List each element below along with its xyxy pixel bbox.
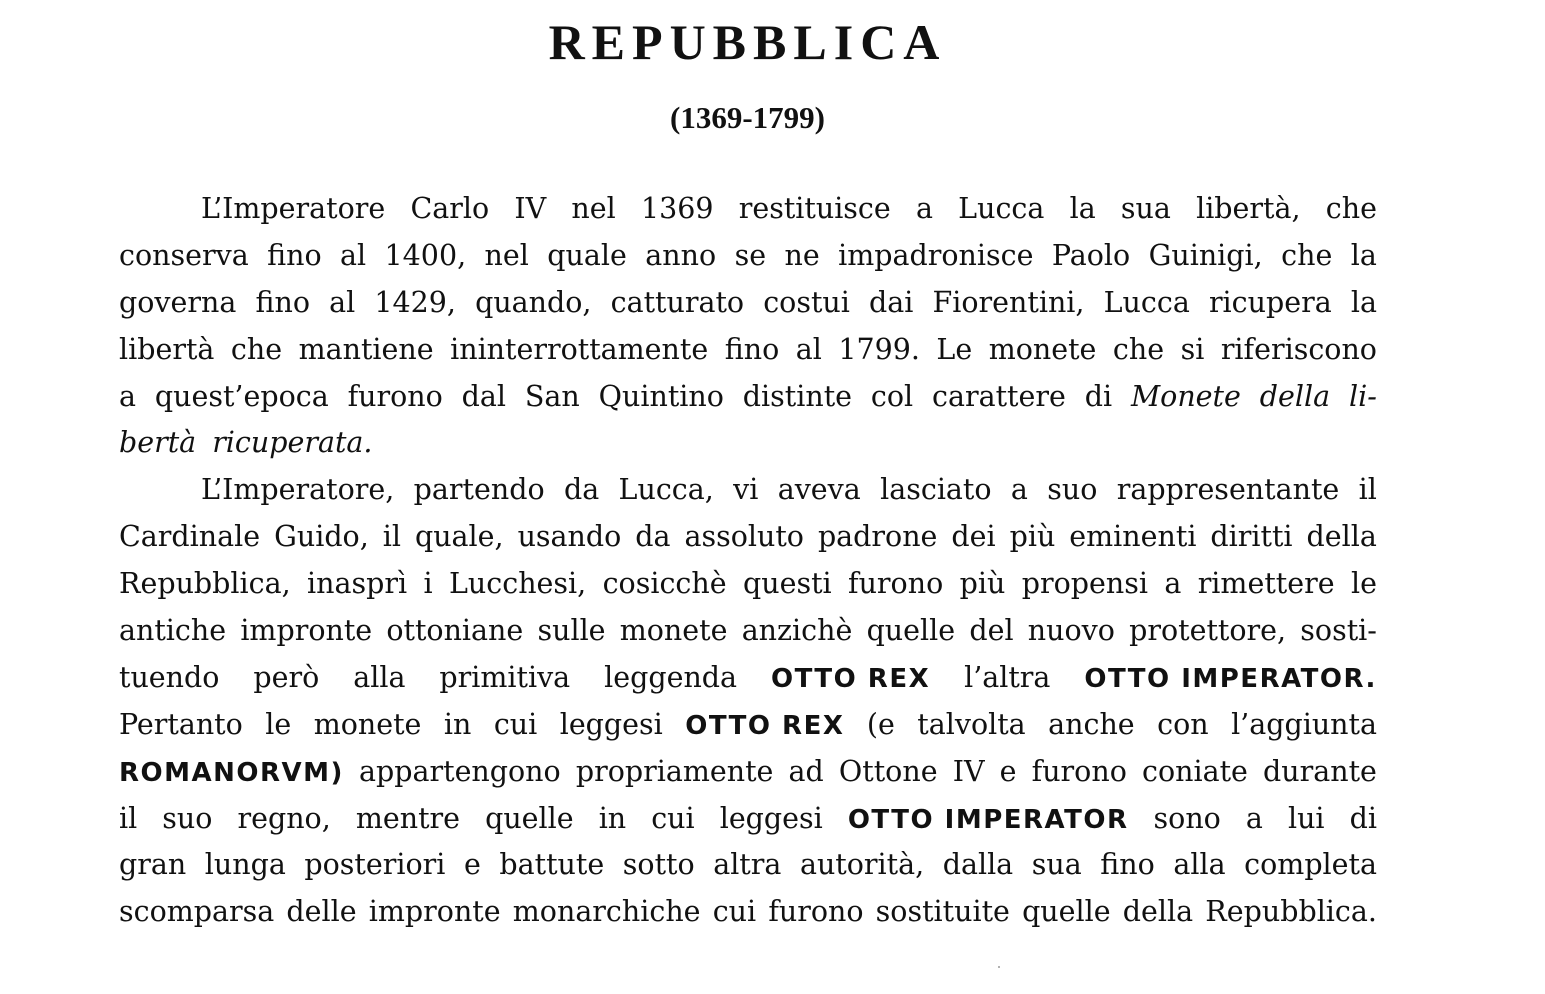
word: ad	[788, 754, 824, 788]
word: lasciato	[880, 473, 992, 507]
word: anno	[645, 238, 717, 272]
word: restituisce	[738, 192, 891, 225]
word: sua	[1120, 192, 1171, 225]
word: quale	[547, 238, 627, 272]
word: 1369	[640, 192, 714, 225]
word: cui	[651, 801, 695, 835]
coin-legend-word: ROMANORVM)	[119, 757, 344, 788]
word: aveva	[777, 473, 861, 507]
text-line	[119, 842, 1377, 889]
coin-legend-word: OTTO IMPERATOR.	[1084, 663, 1377, 694]
text-line	[119, 467, 1377, 514]
word: che	[1281, 238, 1333, 272]
text-line	[119, 749, 1377, 796]
word: (e	[866, 707, 895, 741]
word: rimettere	[1197, 567, 1335, 601]
word: furono	[768, 895, 864, 929]
word: suo	[1047, 473, 1098, 507]
word: Carlo	[410, 192, 490, 225]
word: di	[1349, 801, 1377, 835]
text-line	[119, 420, 1377, 467]
word: al	[795, 332, 822, 366]
word: propriamente	[575, 754, 774, 788]
word: lunga	[204, 848, 286, 882]
word: vi	[733, 473, 759, 507]
word: le	[1350, 567, 1377, 601]
word: Le	[936, 332, 973, 366]
word: la	[1069, 192, 1096, 225]
word: alla	[1173, 848, 1226, 882]
word: fino	[267, 238, 322, 272]
word: quelle	[485, 801, 574, 835]
word: monete	[313, 707, 422, 741]
word: a	[119, 379, 136, 413]
word: propensi	[1021, 567, 1148, 601]
word: quale,	[414, 520, 504, 554]
word: eminenti	[1069, 520, 1197, 554]
word: al	[329, 285, 356, 319]
coin-legend-word: OTTO REX	[685, 710, 845, 741]
word: costui	[763, 285, 850, 319]
word: regno,	[237, 801, 331, 835]
word: ininterrottamente	[450, 332, 709, 366]
word: 1400,	[384, 238, 467, 272]
word: dal	[461, 379, 507, 413]
text-line	[119, 702, 1377, 749]
word: libertà,	[1196, 192, 1301, 225]
word: rappresentante	[1116, 473, 1340, 507]
italic-word: bertà	[119, 426, 197, 460]
word: Fiorentini,	[932, 285, 1085, 319]
word: cui	[712, 895, 757, 929]
word: governa	[119, 285, 237, 319]
word: libertà	[119, 332, 215, 366]
word: delle	[286, 895, 357, 929]
word: il	[1358, 473, 1377, 507]
word: anche	[1048, 707, 1135, 741]
word: scomparsa	[119, 895, 275, 929]
word: furono	[848, 567, 944, 601]
word: monete	[988, 332, 1097, 366]
word: lui	[1287, 801, 1325, 835]
word: dalla	[942, 848, 1014, 882]
word: sosti-	[1300, 614, 1377, 648]
word: l’altra	[964, 660, 1051, 694]
word: Repubblica,	[119, 567, 291, 601]
word: questi	[742, 567, 832, 601]
coin-legend-word: OTTO REX	[770, 663, 931, 694]
word: sostituite	[875, 895, 1010, 929]
word: in	[443, 707, 472, 741]
word: la	[1350, 285, 1377, 319]
word: L’Imperatore	[201, 192, 386, 225]
italic-word: Monete	[1130, 379, 1241, 413]
word: e	[463, 848, 481, 882]
word: nuovo	[1027, 614, 1115, 648]
word: quest’epoca	[154, 379, 329, 413]
word: coniate	[1141, 754, 1248, 788]
word: leggenda	[604, 660, 738, 694]
word: conserva	[119, 238, 249, 272]
word: quelle	[866, 614, 956, 648]
word: assoluto	[684, 520, 804, 554]
text-line	[119, 280, 1377, 327]
text-line	[119, 374, 1377, 421]
word: furono	[1031, 754, 1127, 788]
word: col	[870, 379, 914, 413]
word: gran	[119, 848, 187, 882]
word: però	[253, 660, 320, 694]
word: che	[1325, 192, 1377, 225]
word: IV	[952, 754, 985, 788]
word: più	[1009, 520, 1056, 554]
word: posteriori	[304, 848, 446, 882]
word: ricupera	[1208, 285, 1332, 319]
word: IV	[514, 192, 547, 225]
word: mentre	[355, 801, 461, 835]
word: della	[1122, 895, 1194, 929]
word: battute	[499, 848, 605, 882]
word: Guido,	[274, 520, 369, 554]
word: Guinigi,	[1148, 238, 1263, 272]
word: alla	[353, 660, 406, 694]
word: Cardinale	[119, 520, 261, 554]
word: completa	[1244, 848, 1377, 882]
coin-legend-word: OTTO IMPERATOR	[847, 804, 1129, 835]
word: dei	[951, 520, 996, 554]
word: fino	[255, 285, 310, 319]
word: fino	[1100, 848, 1155, 882]
text-line	[119, 561, 1377, 608]
text-line	[119, 889, 1377, 936]
word: la	[1350, 238, 1377, 272]
word: fino	[724, 332, 780, 366]
word: a	[1164, 567, 1182, 601]
word: l’aggiunta	[1231, 707, 1377, 741]
word: 1429,	[374, 285, 456, 319]
word: ne	[784, 238, 820, 272]
word: cui	[493, 707, 538, 741]
body-text	[119, 186, 1377, 936]
italic-word: della	[1259, 379, 1331, 413]
word: il	[119, 801, 138, 835]
word: talvolta	[917, 707, 1026, 741]
text-line	[119, 327, 1377, 374]
word: sua	[1031, 848, 1082, 882]
word: si	[1180, 332, 1205, 366]
word: Lucca	[1103, 285, 1190, 319]
word: diritti	[1210, 520, 1293, 554]
text-line	[119, 233, 1377, 280]
word: Pertanto	[119, 707, 243, 741]
word: quando,	[475, 285, 592, 319]
word: che	[1112, 332, 1165, 366]
italic-word: li-	[1348, 379, 1377, 413]
word: impadronisce	[838, 238, 1034, 272]
word: catturato	[610, 285, 745, 319]
word: riferiscono	[1220, 332, 1377, 366]
word: a	[1010, 473, 1028, 507]
word: protettore,	[1129, 614, 1287, 648]
word: più	[959, 567, 1006, 601]
word: Lucchesi,	[448, 567, 587, 601]
word: San	[524, 379, 580, 413]
word: in	[598, 801, 627, 835]
word: distinte	[742, 379, 853, 413]
text-line	[119, 796, 1377, 843]
word: appartengono	[359, 754, 561, 788]
word: a	[1245, 801, 1263, 835]
word: di	[1084, 379, 1113, 413]
word: furono	[347, 379, 443, 413]
text-line	[119, 514, 1377, 561]
word: suo	[162, 801, 213, 835]
word: al	[340, 238, 367, 272]
word: inasprì	[307, 567, 408, 601]
word: 1799.	[838, 332, 920, 366]
word: sono	[1153, 801, 1221, 835]
word: primitiva	[439, 660, 571, 694]
word: impronte	[368, 895, 501, 929]
word: cosicchè	[602, 567, 727, 601]
word: partendo	[413, 473, 545, 507]
word: sulle	[537, 614, 606, 648]
word: Ottone	[838, 754, 938, 788]
word: con	[1157, 707, 1209, 741]
word: L’Imperatore,	[201, 473, 395, 507]
word: e	[999, 754, 1017, 788]
word: quelle	[1022, 895, 1111, 929]
word: del	[969, 614, 1014, 648]
word: le	[265, 707, 292, 741]
word: anzichè	[741, 614, 853, 648]
text-line	[119, 186, 1377, 233]
word: che	[230, 332, 283, 366]
word: nel	[571, 192, 616, 225]
word: leggesi	[559, 707, 663, 741]
word: Lucca	[958, 192, 1045, 225]
word: i	[423, 567, 433, 601]
word: se	[734, 238, 767, 272]
word: altra	[713, 848, 782, 882]
word: dai	[869, 285, 914, 319]
text-line	[119, 655, 1377, 702]
word: impronte	[240, 614, 373, 648]
word: antiche	[119, 614, 227, 648]
word: da	[563, 473, 600, 507]
page-subtitle: (1369-1799)	[670, 100, 825, 135]
word: monete	[619, 614, 728, 648]
word: usando	[517, 520, 622, 554]
word: a	[915, 192, 933, 225]
page-title: REPUBBLICA	[548, 14, 947, 70]
word: ottoniane	[386, 614, 524, 648]
word: della	[1306, 520, 1377, 554]
word: durante	[1263, 754, 1377, 788]
word: Quintino	[598, 379, 724, 413]
word: da	[635, 520, 671, 554]
word: il	[382, 520, 401, 554]
word: padrone	[817, 520, 938, 554]
word: Paolo	[1051, 238, 1131, 272]
word: carattere	[932, 379, 1066, 413]
word: mantiene	[298, 332, 434, 366]
print-speck	[998, 966, 1000, 968]
word: monarchiche	[512, 895, 701, 929]
italic-word: ricuperata.	[212, 426, 373, 460]
word: nel	[484, 238, 529, 272]
word: autorità,	[799, 848, 925, 882]
word: Lucca,	[618, 473, 714, 507]
text-line	[119, 608, 1377, 655]
word: tuendo	[119, 660, 220, 694]
word: leggesi	[719, 801, 823, 835]
word: Repubblica.	[1205, 895, 1377, 929]
word: sotto	[622, 848, 695, 882]
